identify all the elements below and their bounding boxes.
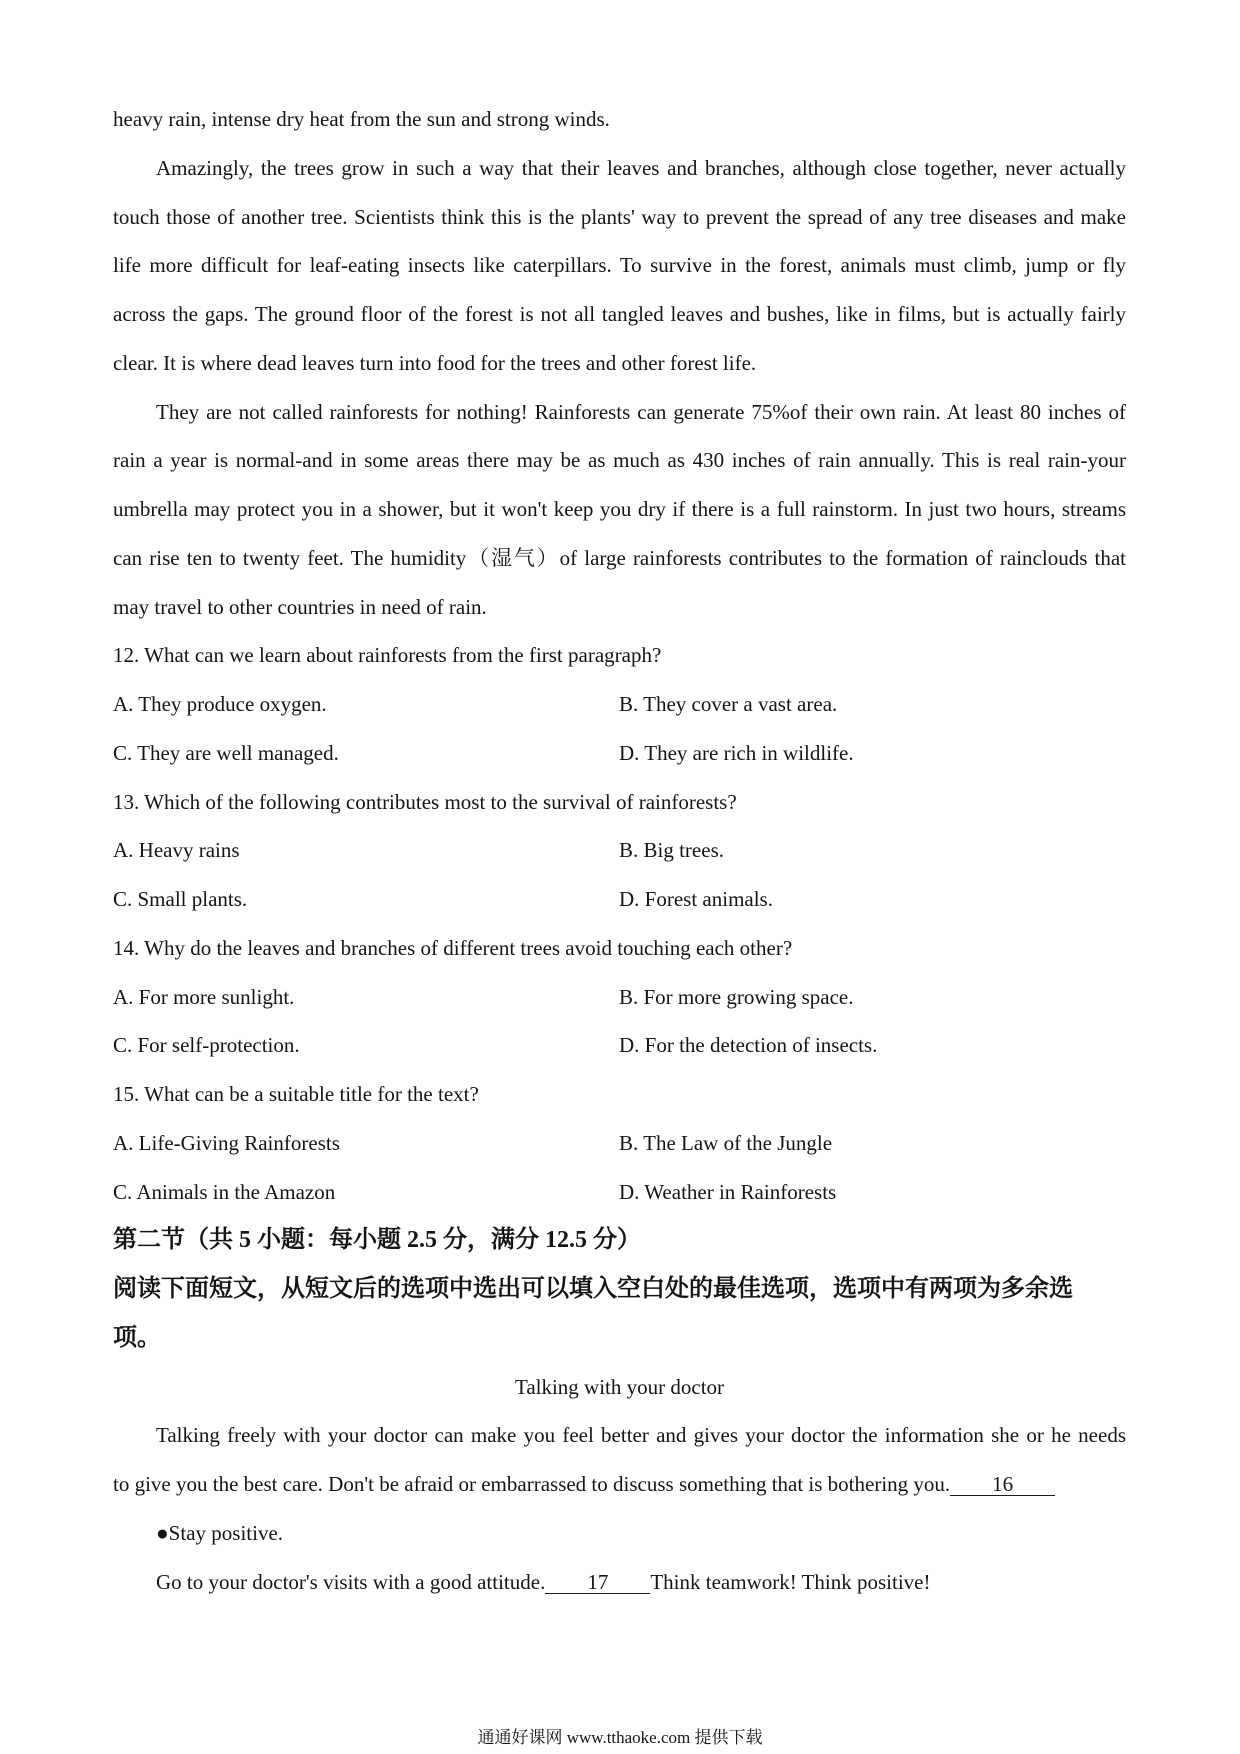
question-stem-13: 13. Which of the following contributes most to the survival of rainforests? xyxy=(113,789,737,814)
footer-watermark: 通通好课网 www.tthaoke.com 提供下载 xyxy=(477,1728,763,1747)
blank-16: 16 xyxy=(950,1473,1055,1496)
passage-intro-line: heavy rain, intense dry heat from the sun and strong winds. xyxy=(113,107,610,131)
passage-line: Amazingly, the trees grow in such a way that their leaves and branches, although close together, never actually xyxy=(156,155,1126,180)
option-a: A. For more sunlight. xyxy=(113,984,295,1009)
article-text: Think teamwork! Think positive! xyxy=(650,1569,931,1594)
passage-line: life more difficult for leaf-eating insects like caterpillars. To survive in the forest, animals must climb, jump or fly xyxy=(113,253,1126,278)
option-a: A. They produce oxygen. xyxy=(113,692,327,716)
page-content xyxy=(113,95,1126,1606)
question-stem-12: 12. What can we learn about rainforests from the first paragraph? xyxy=(113,643,662,668)
passage-line: umbrella may protect you in a shower, but it won't keep you dry if there is a full rainstorm. In just two hours, streams xyxy=(113,497,1126,521)
article-line-with-blank xyxy=(113,1460,1126,1509)
option-d: D. They are rich in wildlife. xyxy=(619,740,854,765)
option-a: A. Heavy rains xyxy=(113,838,240,863)
passage-line: rain a year is normal-and in some areas there may be as much as 430 inches of rain annually. This is real rain-your xyxy=(113,448,1126,473)
question-stem-14: 14. Why do the leaves and branches of different trees avoid touching each other? xyxy=(113,935,793,960)
section-instructions-line: 阅读下面短文，从短文后的选项中选出可以填入空白处的最佳选项，选项中有两项为多余选 xyxy=(113,1276,1073,1302)
options-row xyxy=(113,973,1126,1022)
passage-line: clear. It is where dead leaves turn into food for the trees and other forest life. xyxy=(113,350,757,375)
options-row xyxy=(113,1119,1126,1168)
option-c: C. Animals in the Amazon xyxy=(113,1179,336,1204)
article-text: to give you the best care. Don't be afraid or embarrassed to discuss something that is bothering you. xyxy=(113,1472,951,1496)
option-b: B. Big trees. xyxy=(619,838,724,863)
option-c: C. They are well managed. xyxy=(113,740,339,765)
option-a: A. Life-Giving Rainforests xyxy=(113,1130,340,1155)
article-line-with-blank xyxy=(113,1558,1126,1607)
option-b: B. The Law of the Jungle xyxy=(619,1130,833,1155)
section-instructions-line: 项。 xyxy=(113,1324,161,1351)
option-d: D. For the detection of insects. xyxy=(619,1033,878,1058)
blank-17: 17 xyxy=(545,1571,650,1594)
passage-line: may travel to other countries in need of rain. xyxy=(113,594,487,619)
article-line: Talking freely with your doctor can make you feel better and gives your doctor the information she or he needs xyxy=(156,1423,1126,1448)
section-heading: 第二节（共 5 小题：每小题 2.5 分，满分 12.5 分） xyxy=(113,1227,641,1254)
article-title: Talking with your doctor xyxy=(514,1374,725,1399)
option-b: B. They cover a vast area. xyxy=(619,692,838,716)
option-d: D. Forest animals. xyxy=(619,887,773,911)
question-stem-15: 15. What can be a suitable title for the text? xyxy=(113,1082,479,1106)
option-b: B. For more growing space. xyxy=(619,984,854,1009)
article-text: Go to your doctor's visits with a good attitude. xyxy=(156,1569,546,1594)
passage-line: touch those of another tree. Scientists think this is the plants' way to prevent the spread of any tree diseases and make xyxy=(113,204,1126,229)
option-c: C. Small plants. xyxy=(113,887,248,911)
bullet-heading: ●Stay positive. xyxy=(156,1520,284,1545)
options-row xyxy=(113,729,1126,778)
option-d: D. Weather in Rainforests xyxy=(619,1179,837,1204)
passage-line: can rise ten to twenty feet. The humidity（湿气）of large rainforests contributes to the formation of rainclouds that xyxy=(113,545,1126,570)
options-row xyxy=(113,1168,1126,1217)
passage-line: They are not called rainforests for nothing! Rainforests can generate 75%of their own rain. At least 80 inches of xyxy=(156,399,1126,424)
options-row xyxy=(113,826,1126,875)
options-row xyxy=(113,680,1126,729)
passage-line: across the gaps. The ground floor of the forest is not all tangled leaves and bushes, like in films, but is actually fairly xyxy=(113,302,1126,326)
options-row xyxy=(113,875,1126,924)
option-c: C. For self-protection. xyxy=(113,1033,300,1058)
options-row xyxy=(113,1021,1126,1070)
